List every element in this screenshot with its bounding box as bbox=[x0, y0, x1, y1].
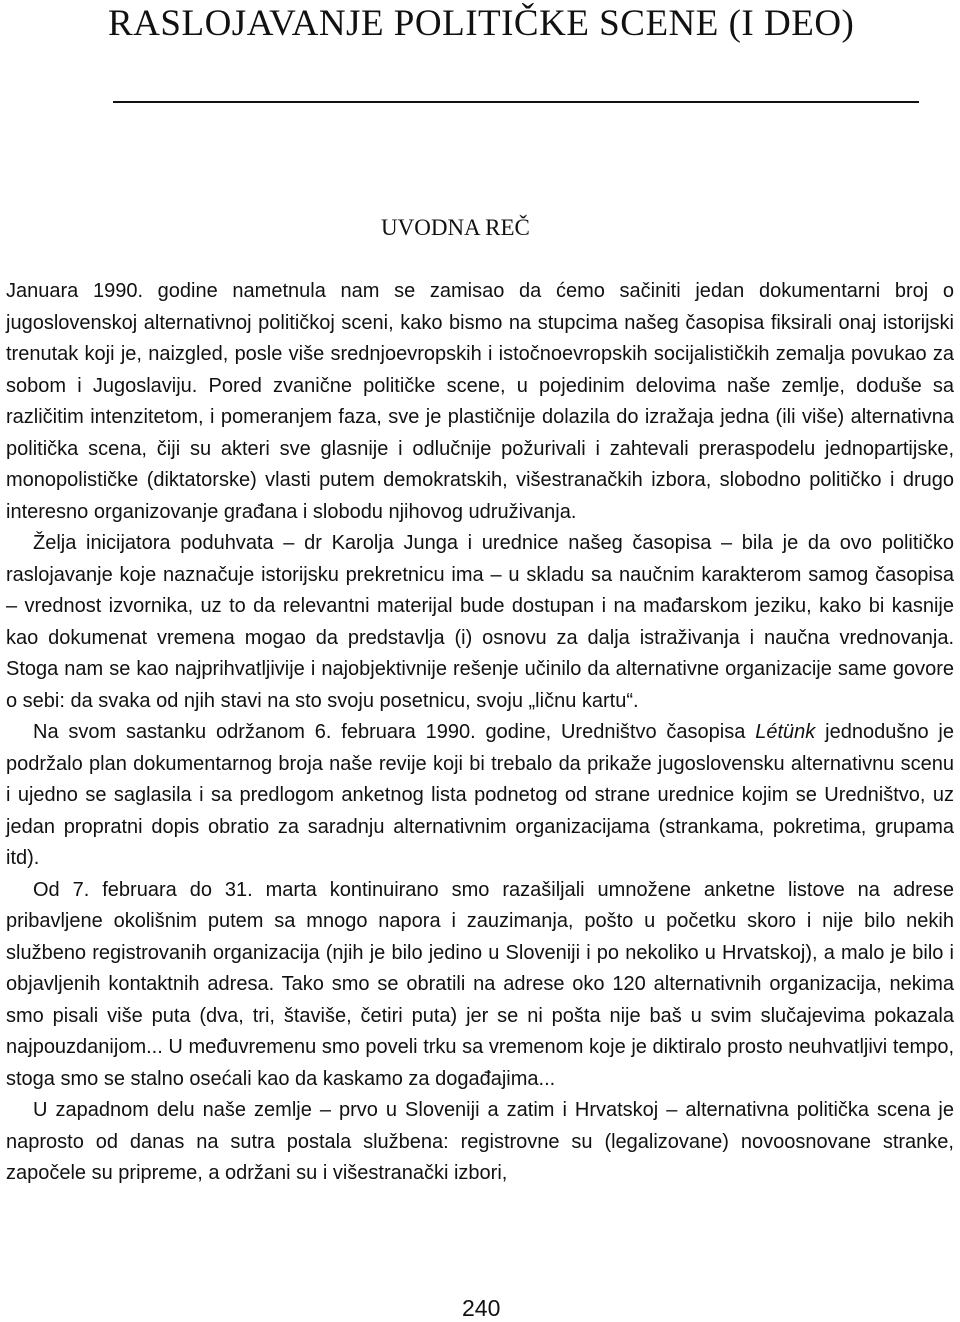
paragraph-4: Od 7. februara do 31. marta kontinuirano smo razašiljali umnožene anketne listove na adrese pribavljene okolišnim putem sa mnogo napora i zauzimanja, pošto u početku skoro i nije bilo nekih službeno registrovanih organizacija (njih je bilo jedino u Sloveniji i po nekoliko u Hrvatskoj), a malo je bilo i objavljenih kontaktnih adresa. Tako smo se obratili na adrese oko 120 alternativnih organizacija, nekima smo pisali više puta (dva, tri, štaviše, četiri puta) jer se ni pošta nije baš u svim slučajevima pokazala najpouzdanijom... U međuvremenu smo poveli trku sa vremenom koje je diktiralo prosto neuhvatljivi tempo, stoga smo se stalno osećali kao da kaskamo za događajima... bbox=[6, 878, 954, 1090]
paragraph-3-text-before: Na svom sastanku održanom 6. februara 1990. godine, Uredništvo časopisa bbox=[33, 721, 756, 743]
journal-name: Létünk bbox=[755, 721, 816, 743]
paragraph-3-text-after: jednodušno je podržalo plan dokumentarnog broja naše revije koji bi trebalo da prikaže jugoslovensku alternativnu scenu i ujedno se saglasila i sa predlogom anketnog lista podnetog od strane urednice kojim se Uredništvo, uz jedan propratni dopis obratio za saradnju alternativnim organizacijama (strankama, pokretima, grupama itd). bbox=[6, 721, 954, 869]
title-divider bbox=[113, 101, 919, 103]
page-number: 240 bbox=[462, 1295, 501, 1321]
body-text bbox=[6, 276, 954, 1190]
section-heading: UVODNA REČ bbox=[381, 215, 530, 240]
paragraph-5: U zapadnom delu naše zemlje – prvo u Sloveniji a zatim i Hrvatskoj – alternativna politička scena je naprosto od danas na sutra postala službena: registrovne su (legalizovane) novoosnovane stranke, započele su pripreme, a održani su i višestranački izbori, bbox=[6, 1099, 954, 1184]
paragraph-3 bbox=[6, 717, 954, 875]
paragraph-2: Želja inicijatora poduhvata – dr Karolja Junga i urednice našeg časopisa – bila je da ovo političko raslojavanje koje naznačuje istorijsku prekretnicu ima – u skladu sa naučnim karakterom samog časopisa – vrednost izvornika, uz to da relevantni materijal bude dostupan i na mađarskom jeziku, kako bi kasnije kao dokumenat vremena mogao da predstavlja (i) osnovu za dalja istraživanja i naučna vrednovanja. Stoga nam se kao najprihvatljivije i najobjektivnije rešenje učinilo da alternativne organizacije same govore o sebi: da svaka od njih stavi na sto svoju posetnicu, svoju „ličnu kartu“. bbox=[6, 532, 954, 712]
document-title: RASLOJAVANJE POLITIČKE SCENE (I DEO) bbox=[108, 3, 855, 44]
paragraph-1: Januara 1990. godine nametnula nam se zamisao da ćemo sačiniti jedan dokumentarni broj o jugoslovenskoj alternativnoj političkoj sceni, kako bismo na stupcima našeg časopisa fiksirali onaj istorijski trenutak koji je, naizgled, posle više srednjoevropskih i istočnoevropskih socijalističkih zemalja povukao za sobom i Jugoslaviju. Pored zvanične političke scene, u pojedinim delovima naše zemlje, doduše sa različitim intenzitetom, i pomeranjem faza, sve je plastičnije dolazila do izražaja jedna (ili više) alternativna politička scena, čiji su akteri sve glasnije i odlučnije požurivali i zahtevali preraspodelu jednopartijske, monopolističke (diktatorske) vlasti putem demokratskih, višestranačkih izbora, slobodno političko i drugo interesno organizovanje građana i slobodu njihovog udruživanja. bbox=[6, 280, 954, 523]
